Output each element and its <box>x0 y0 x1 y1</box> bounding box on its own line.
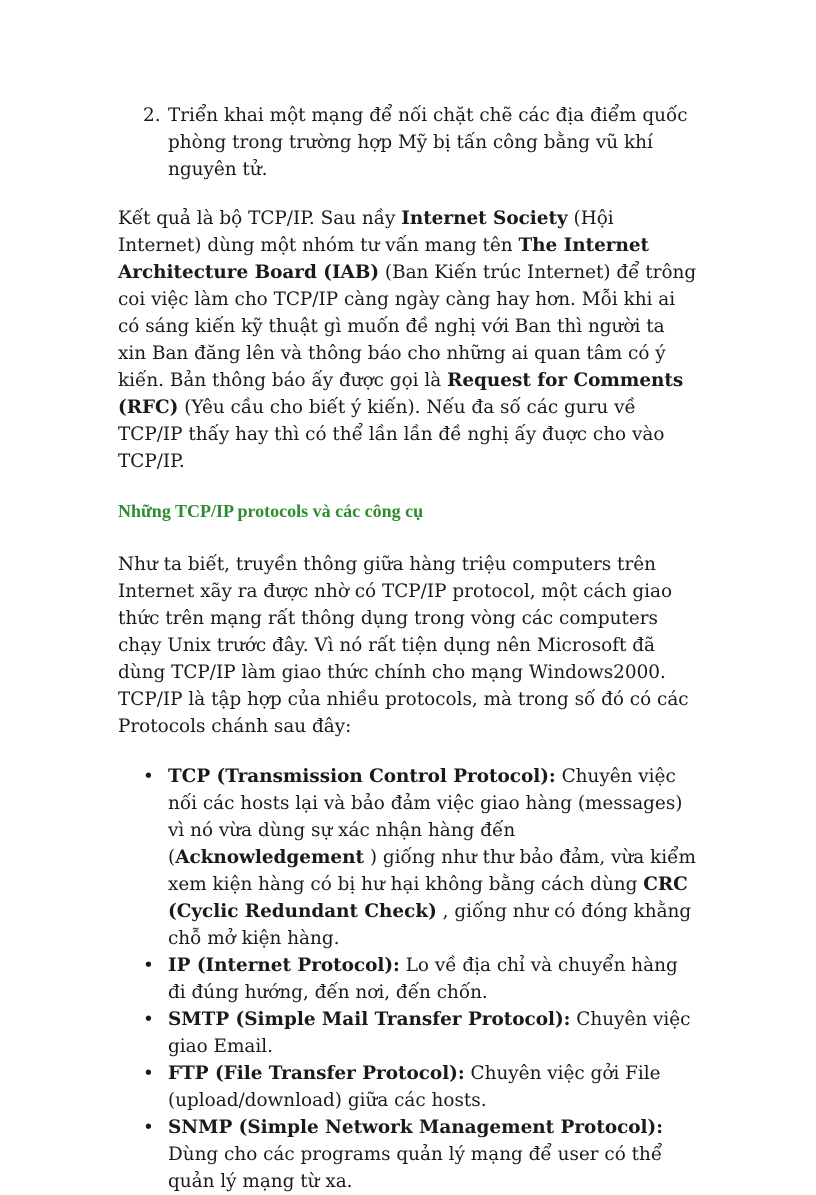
bullet-icon: • <box>143 955 154 976</box>
text-run: Chuyên việc giao Email. <box>168 1009 691 1057</box>
list-number: 2. <box>143 105 161 126</box>
bold-term: The Internet Architecture Board (IAB) <box>118 235 650 283</box>
bullet-icon: • <box>143 1009 154 1030</box>
list-item <box>118 1006 698 1060</box>
text-run: (Yêu cầu cho biết ý kiến). Nếu đa số các guru về TCP/IP thấy hay thì có thể lần lần đề nghị ấy đuợc cho vào TCP/IP. <box>118 397 665 472</box>
text-run: Lo về địa chỉ và chuyển hàng đi đúng hướng, đến nơi, đến chốn. <box>168 955 678 1003</box>
bold-term: CRC (Cyclic Redundant Check) <box>168 874 688 922</box>
list-item <box>118 1060 698 1114</box>
bold-term: Request for Comments (RFC) <box>118 370 684 418</box>
list-item <box>118 763 698 952</box>
bold-term: IP (Internet Protocol): <box>168 955 400 976</box>
protocol-list <box>118 763 698 1195</box>
bold-term: Acknowledgement <box>175 847 364 868</box>
numbered-list-item <box>118 102 698 183</box>
bold-term: TCP (Transmission Control Protocol): <box>168 766 556 787</box>
text-run: ) giống như thư bảo đảm, vừa kiểm xem kiện hàng có bị hư hại không bằng cách dùng <box>168 847 696 895</box>
section-heading: Những TCP/IP protocols và các công cụ <box>118 501 424 521</box>
bold-term: Internet Society <box>401 208 568 229</box>
list-item-text: Triển khai một mạng để nối chặt chẽ các địa điểm quốc phòng trong trường hợp Mỹ bị tấn công bằng vũ khí nguyên tử. <box>168 105 688 180</box>
text-run: Chuyên việc gởi File (upload/download) giữa các hosts. <box>168 1063 661 1111</box>
bullet-icon: • <box>143 766 154 787</box>
text-run: Kết quả là bộ TCP/IP. Sau nầy <box>118 208 402 229</box>
text-run: (Ban Kiến trúc Internet) để trông coi việc làm cho TCP/IP càng ngày càng hay hơn. Mỗi khi ai có sáng kiến kỹ thuật gì muốn đề nghị với Ban thì người ta xin Ban đăng lên và thông báo cho những ai quan tâm có ý kiến. Bản thông báo ấy được gọi là <box>118 262 697 391</box>
paragraph-tcpip-intro: Như ta biết, truyền thông giữa hàng triệu computers trên Internet xãy ra được nhờ có TCP/IP protocol, một cách giao thức trên mạng rất thông dụng trong vòng các computers chạy Unix trước đây. Vì nó rất tiện dụng nên Microsoft đã dùng TCP/IP làm giao thức chính cho mạng Windows2000. TCP/IP là tập hợp của nhiều protocols, mà trong số đó có các Protocols chánh sau đây: <box>118 554 689 737</box>
text-run: Chuyên việc nối các hosts lại và bảo đảm việc giao hàng (messages) vì nó vừa dùng sự xác nhận hàng đến ( <box>168 766 683 868</box>
text-run: , giống như có đóng khằng chỗ mở kiện hàng. <box>168 901 692 949</box>
bold-term: SMTP (Simple Mail Transfer Protocol): <box>168 1009 571 1030</box>
text-run: Dùng cho các programs quản lý mạng để user có thể quản lý mạng từ xa. <box>168 1144 663 1192</box>
list-item <box>118 952 698 1006</box>
bullet-icon: • <box>143 1063 154 1084</box>
bold-term: FTP (File Transfer Protocol): <box>168 1063 465 1084</box>
list-item <box>118 1114 698 1195</box>
text-run: (Hội Internet) dùng một nhóm tư vấn mang tên <box>118 208 614 256</box>
paragraph-tcpip-history <box>118 205 698 475</box>
page-content <box>118 102 698 1195</box>
bold-term: SNMP (Simple Network Management Protocol): <box>168 1117 664 1138</box>
bullet-icon: • <box>143 1117 154 1138</box>
